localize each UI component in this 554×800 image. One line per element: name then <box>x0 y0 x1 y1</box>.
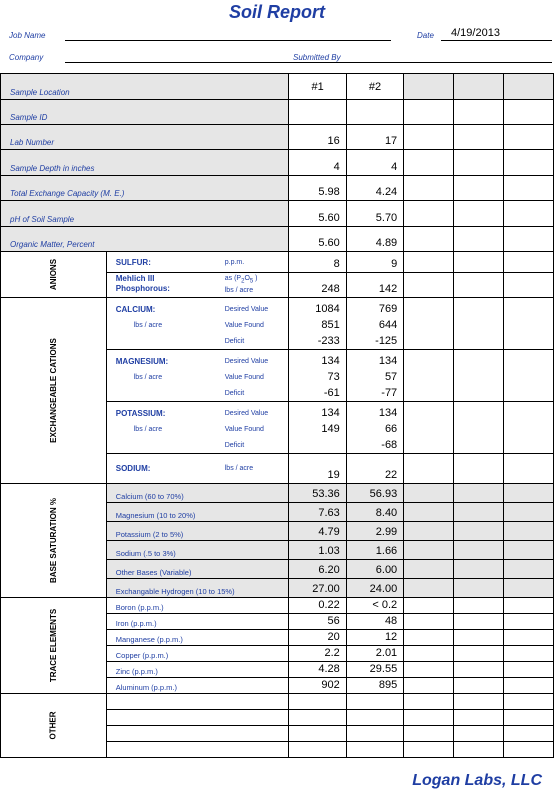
table-row <box>1 176 554 201</box>
cell-value: 17 <box>346 125 403 150</box>
cell-value: 20 <box>289 630 346 646</box>
potassium-labels <box>106 402 289 454</box>
calcium-labels <box>106 298 289 350</box>
cell-value: 57 <box>384 371 398 383</box>
cell-value <box>289 100 346 125</box>
table-row <box>1 227 554 252</box>
sulfur-label-cell <box>106 252 289 273</box>
row-label: Manganese (p.p.m.) <box>106 630 289 646</box>
cell-value: 29.55 <box>346 662 403 678</box>
unit-label: lbs / acre <box>133 373 163 381</box>
row-sub-label: Desired Value <box>224 409 269 417</box>
row-sub-label: Desired Value <box>224 305 269 313</box>
sulfur-label: SULFUR: <box>115 257 151 267</box>
cell-value: 22 <box>346 454 403 484</box>
submitted-by-label: Submitted By <box>293 53 341 62</box>
company-label: Company <box>9 53 44 62</box>
cell-value: 1.66 <box>346 541 403 560</box>
cell-value: < 0.2 <box>346 598 403 614</box>
row-sub-label: Deficit <box>224 441 245 449</box>
cell-value: 769 <box>378 303 398 315</box>
row-label: Sample Depth in inches <box>1 150 289 176</box>
cell-value: 16 <box>289 125 346 150</box>
cell-value: 895 <box>346 678 403 694</box>
row-sub-label: Value Found <box>224 373 264 381</box>
potassium-values-1 <box>289 402 346 454</box>
table-row <box>1 100 554 125</box>
cell-value: 1.03 <box>289 541 346 560</box>
cell-value: 134 <box>321 407 340 419</box>
row-label: Boron (p.p.m.) <box>106 598 289 614</box>
cell-value: 1084 <box>315 303 340 315</box>
row-label: Sample Location <box>1 74 289 100</box>
cell-value: 5.60 <box>289 227 346 252</box>
row-label: Calcium (60 to 70%) <box>106 484 289 503</box>
table-row <box>1 125 554 150</box>
phosphorous-label: Phosphorous: <box>115 283 170 293</box>
calcium-label: CALCIUM: <box>115 304 156 314</box>
cell-value: 851 <box>321 319 340 331</box>
section-label-anions: ANIONS <box>1 252 107 298</box>
section-label-trace-elements: TRACE ELEMENTS <box>1 598 107 694</box>
cell-value: 248 <box>289 273 346 298</box>
job-name-field[interactable] <box>65 40 391 41</box>
magnesium-label: MAGNESIUM: <box>115 356 169 366</box>
magnesium-labels <box>106 350 289 402</box>
unit-label: lbs / acre <box>224 287 254 295</box>
section-label-base-saturation: BASE SATURATION % <box>1 484 107 598</box>
row-label: Other Bases (Variable) <box>106 560 289 579</box>
cell-value: 8.40 <box>346 503 403 522</box>
cell-value: 5.60 <box>289 201 346 227</box>
row-sub-label: Deficit <box>224 337 245 345</box>
cell-value: 56 <box>289 614 346 630</box>
cell-value: 7.63 <box>289 503 346 522</box>
row-label: Total Exchange Capacity (M. E.) <box>1 176 289 201</box>
cell-value: -77 <box>381 387 398 399</box>
table-row <box>1 694 554 710</box>
row-label: Zinc (p.p.m.) <box>106 662 289 678</box>
cell-value: 48 <box>346 614 403 630</box>
cell-value: 73 <box>327 371 340 383</box>
row-label: Potassium (2 to 5%) <box>106 522 289 541</box>
row-label: Copper (p.p.m.) <box>106 646 289 662</box>
section-label-other: OTHER <box>1 694 107 758</box>
calcium-values-2 <box>346 298 403 350</box>
table-row <box>1 484 554 503</box>
date-label: Date <box>417 31 434 40</box>
row-label: pH of Soil Sample <box>1 201 289 227</box>
cell-value: 4.89 <box>346 227 403 252</box>
row-label: Aluminum (p.p.m.) <box>106 678 289 694</box>
potassium-label: POTASSIUM: <box>115 408 166 418</box>
cell-value: 2.99 <box>346 522 403 541</box>
cell-value: 134 <box>378 355 398 367</box>
row-label: Organic Matter, Percent <box>1 227 289 252</box>
cell-value: 27.00 <box>289 579 346 598</box>
table-row <box>1 74 554 100</box>
cell-value: 56.93 <box>346 484 403 503</box>
cell-value: 24.00 <box>346 579 403 598</box>
cell-value: 66 <box>384 423 398 435</box>
row-label: Magnesium (10 to 20%) <box>106 503 289 522</box>
cell-value: 5.70 <box>346 201 403 227</box>
job-name-label: Job Name <box>9 31 46 40</box>
row-sub-label: Deficit <box>224 389 245 397</box>
phosphorous-label-cell <box>106 273 289 298</box>
cell-value: 53.36 <box>289 484 346 503</box>
row-label: Sodium (.5 to 3%) <box>106 541 289 560</box>
cell-value: -61 <box>323 387 340 399</box>
mehlich-label: Mehlich III <box>115 273 155 283</box>
cell-value: 2.2 <box>289 646 346 662</box>
row-label: Lab Number <box>1 125 289 150</box>
potassium-values-2 <box>346 402 403 454</box>
date-value[interactable]: 4/19/2013 <box>451 27 500 39</box>
section-label-cations: EXCHANGEABLE CATIONS <box>1 298 107 484</box>
magnesium-values-2 <box>346 350 403 402</box>
company-field[interactable] <box>65 62 552 63</box>
cell-value: 9 <box>346 252 403 273</box>
row-label: Iron (p.p.m.) <box>106 614 289 630</box>
unit-label: as ($P_2O_5$ ) <box>224 274 258 285</box>
unit-label: lbs / acre <box>224 465 254 472</box>
cell-value: 19 <box>289 454 346 484</box>
cell-value: 5.98 <box>289 176 346 201</box>
page-title: Soil Report <box>228 2 325 22</box>
cell-value: 644 <box>378 319 398 331</box>
sodium-label-cell <box>106 454 289 484</box>
date-field-line <box>441 40 552 41</box>
row-label: Sample ID <box>1 100 289 125</box>
cell-value: -233 <box>317 335 340 347</box>
row-sub-label: Value Found <box>224 425 264 433</box>
cell-value: 4.79 <box>289 522 346 541</box>
magnesium-values-1 <box>289 350 346 402</box>
cell-value: 2.01 <box>346 646 403 662</box>
cell-value: 6.20 <box>289 560 346 579</box>
unit-label: lbs / acre <box>133 425 163 433</box>
cell-value: 134 <box>321 355 340 367</box>
table-row <box>1 598 554 614</box>
cell-value: 149 <box>321 423 340 435</box>
cell-value: 4.28 <box>289 662 346 678</box>
table-row <box>1 201 554 227</box>
cell-value: 134 <box>378 407 398 419</box>
cell-value: 142 <box>346 273 403 298</box>
soil-report-table <box>0 73 554 758</box>
cell-value <box>289 437 345 453</box>
cell-value: 8 <box>289 252 346 273</box>
cell-value <box>346 100 403 125</box>
unit-label: p.p.m. <box>224 258 245 266</box>
cell-value: 0.22 <box>289 598 346 614</box>
cell-value: 4.24 <box>346 176 403 201</box>
unit-label: lbs / acre <box>133 321 163 329</box>
column-header-2: #2 <box>346 74 403 100</box>
row-label: Exchangable Hydrogen (10 to 15%) <box>106 579 289 598</box>
cell-value: 12 <box>346 630 403 646</box>
calcium-values-1 <box>289 298 346 350</box>
cell-value: 6.00 <box>346 560 403 579</box>
cell-value: -125 <box>375 335 398 347</box>
cell-value: 902 <box>289 678 346 694</box>
sodium-label: SODIUM: <box>115 464 151 473</box>
footer-brand: Logan Labs, LLC <box>412 772 542 789</box>
row-sub-label: Desired Value <box>224 357 269 365</box>
table-row <box>1 298 554 350</box>
row-sub-label: Value Found <box>224 321 264 329</box>
column-header-1: #1 <box>289 74 346 100</box>
table-row <box>1 150 554 176</box>
cell-value: 4 <box>289 150 346 176</box>
table-row <box>1 252 554 273</box>
cell-value: -68 <box>381 439 398 451</box>
cell-value: 4 <box>346 150 403 176</box>
